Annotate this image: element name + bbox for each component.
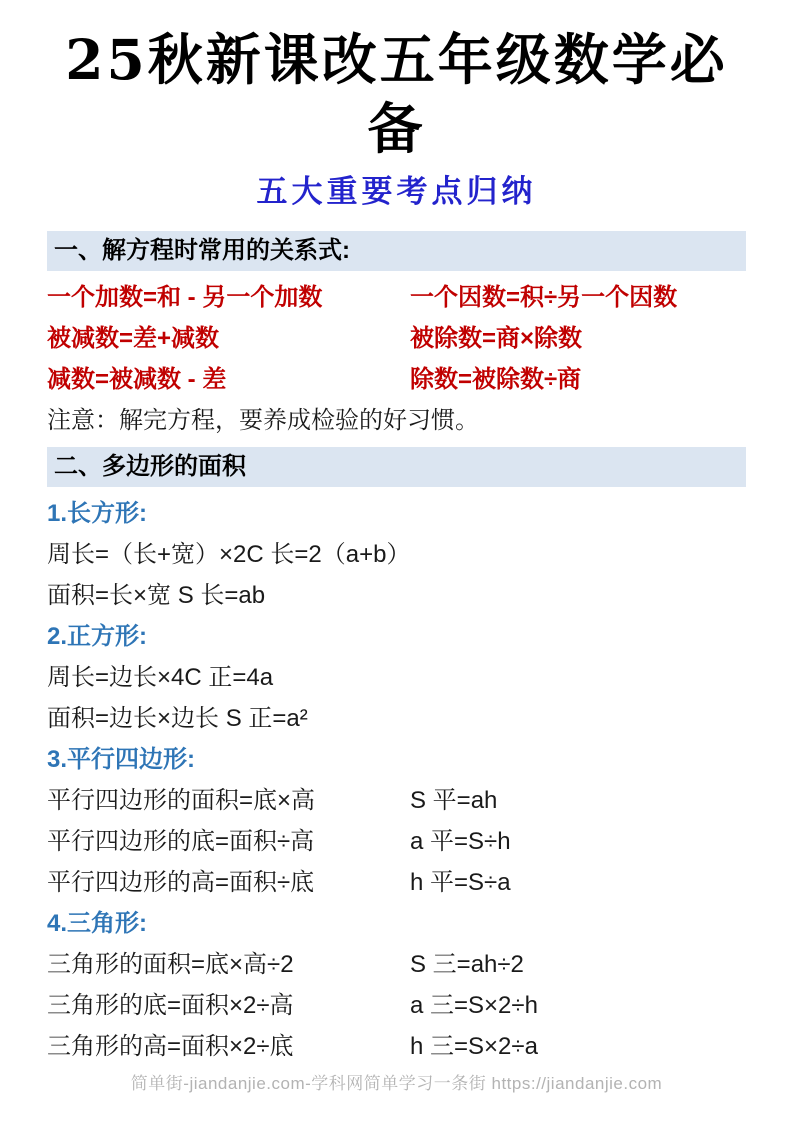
subsection-rectangle-title: 1.长方形:	[47, 499, 148, 527]
equation-left: 减数=被减数 - 差	[47, 365, 227, 393]
page-title: 25秋新课改五年级数学必备	[65, 27, 728, 161]
formula-right: S 平=ah	[410, 786, 498, 814]
section-2-heading: 二、多边形的面积	[47, 447, 746, 487]
formula-row	[47, 1026, 746, 1067]
formula-left: 三角形的面积=底×高÷2	[47, 950, 294, 978]
formula-row	[47, 944, 746, 985]
formula-right: h 平=S÷a	[410, 868, 511, 896]
subsection-parallelogram-title: 3.平行四边形:	[47, 745, 196, 773]
formula-line: 周长=边长×4C 正=4a	[47, 663, 274, 691]
subsection-triangle-title: 4.三角形:	[47, 909, 148, 937]
formula-right: a 三=S×2÷h	[410, 991, 538, 1019]
subsection-square-title: 2.正方形:	[47, 622, 148, 650]
equation-right: 除数=被除数÷商	[410, 365, 582, 393]
equation-row	[47, 359, 746, 400]
page-subtitle: 五大重要考点归纳	[256, 173, 537, 210]
formula-row	[47, 985, 746, 1026]
formula-row	[47, 862, 746, 903]
formula-line: 周长=（长+宽）×2C 长=2（a+b）	[47, 540, 411, 568]
formula-left: 平行四边形的面积=底×高	[47, 786, 316, 814]
equation-right: 被除数=商×除数	[410, 324, 583, 352]
watermark-text: 简单街-jiandanjie.com-学科网简单学习一条街 https://jiandanjie.com	[130, 1074, 663, 1093]
formula-row	[47, 821, 746, 862]
equation-right: 一个因数=积÷另一个因数	[410, 283, 678, 311]
equation-row	[47, 277, 746, 318]
formula-line: 面积=边长×边长 S 正=a²	[47, 704, 308, 732]
formula-left: 平行四边形的高=面积÷底	[47, 868, 315, 896]
formula-right: S 三=ah÷2	[410, 950, 524, 978]
equation-left: 被减数=差+减数	[47, 324, 220, 352]
section-1-heading: 一、解方程时常用的关系式:	[47, 231, 746, 271]
formula-left: 平行四边形的底=面积÷高	[47, 827, 315, 855]
formula-right: a 平=S÷h	[410, 827, 511, 855]
equation-row	[47, 318, 746, 359]
formula-right: h 三=S×2÷a	[410, 1032, 538, 1060]
formula-line: 面积=长×宽 S 长=ab	[47, 581, 266, 609]
equation-left: 一个加数=和 - 另一个加数	[47, 283, 323, 311]
formula-left: 三角形的底=面积×2÷高	[47, 991, 294, 1019]
section-1-note: 注意：解完方程，要养成检验的好习惯。	[47, 406, 479, 434]
formula-left: 三角形的高=面积×2÷底	[47, 1032, 294, 1060]
formula-row	[47, 780, 746, 821]
